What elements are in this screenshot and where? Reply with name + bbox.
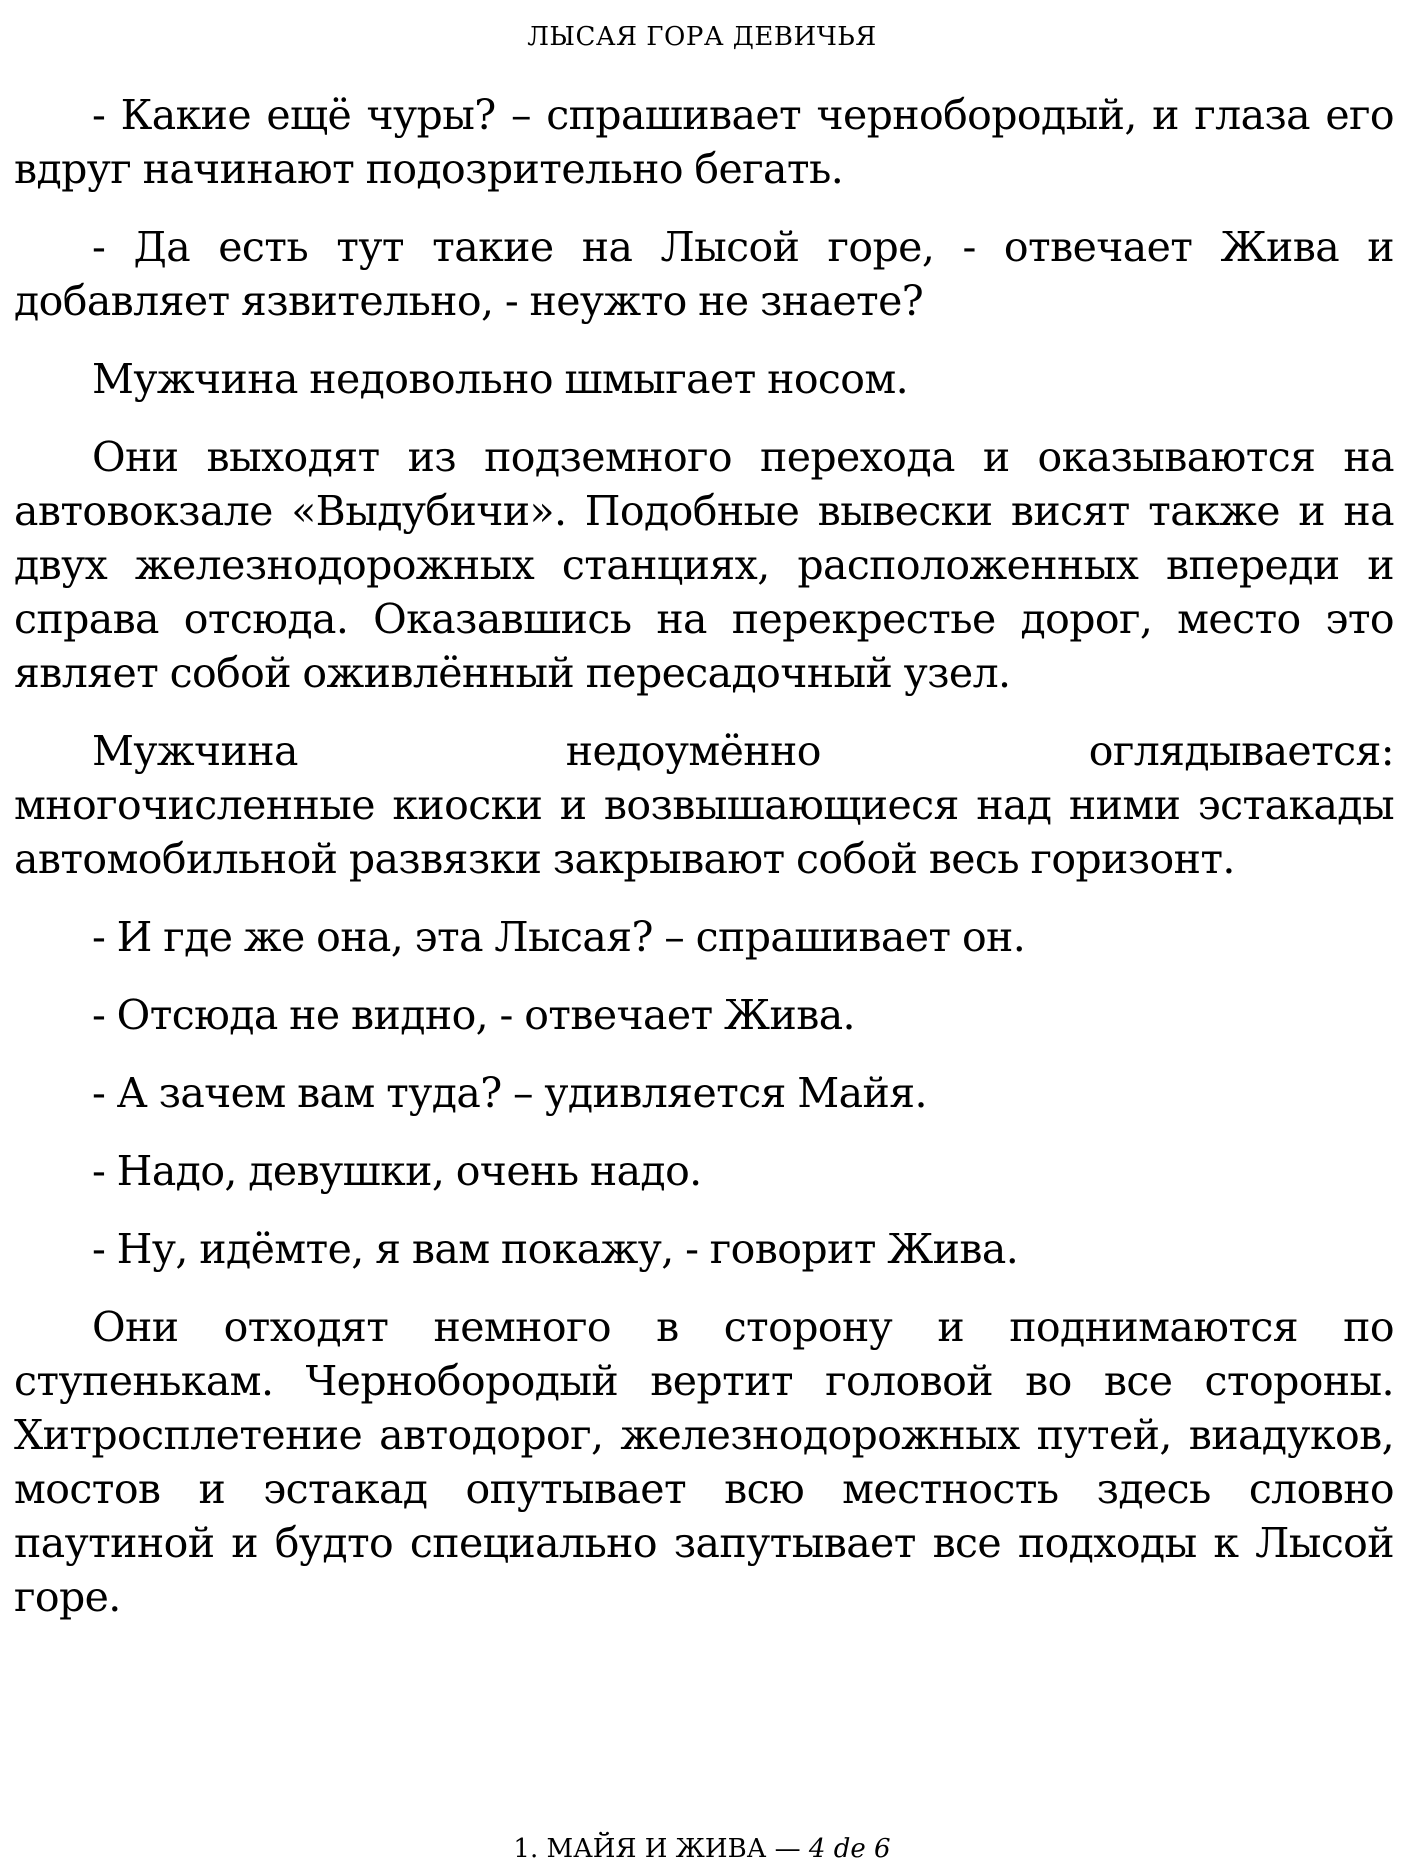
paragraph-1: - Какие ещё чуры? – спрашивает чернобородый, и глаза его вдруг начинают подозрительно бегать.	[14, 91, 1394, 193]
paragraph-10: - Ну, идёмте, я вам покажу, - говорит Жива.	[92, 1225, 1019, 1273]
paragraph-3: Мужчина недовольно шмыгает носом.	[92, 355, 909, 403]
paragraph-8: - А зачем вам туда? – удивляется Майя.	[92, 1069, 927, 1117]
running-header: ЛЫСАЯ ГОРА ДЕВИЧЬЯ	[527, 22, 877, 52]
running-footer	[0, 1834, 1404, 1864]
paragraph-5-rest: многочисленные киоски и возвышающиеся над ними эстакады автомобильной развязки закрывают собой весь горизонт.	[14, 781, 1394, 883]
paragraph-4: Они выходят из подземного перехода и оказываются на автовокзале «Выдубичи». Подобные вывески висят также и на двух железнодорожных станциях, расположенных впереди и справа отсюда. Оказавшись на перекрестье дорог, место это являет собой оживлённый пересадочный узел.	[14, 433, 1394, 697]
paragraph-9: - Надо, девушки, очень надо.	[92, 1147, 702, 1195]
paragraph-6: - И где же она, эта Лысая? – спрашивает он.	[92, 913, 1026, 961]
footer-chapter: 1. МАЙЯ И ЖИВА —	[513, 1834, 801, 1864]
paragraph-5-first-line	[14, 724, 1394, 778]
paragraph-2: - Да есть тут такие на Лысой горе, - отвечает Жива и добавляет язвительно, - неужто не знаете?	[14, 223, 1394, 325]
page-body	[14, 88, 1394, 1648]
paragraph-5-line-1: Мужчина недоумённо оглядывается:	[92, 727, 1394, 775]
paragraph-7: - Отсюда не видно, - отвечает Жива.	[92, 991, 855, 1039]
paragraph-11: Они отходят немного в сторону и поднимаются по ступенькам. Чернобородый вертит головой во все стороны. Хитросплетение автодорог, железнодорожных путей, виадуков, мостов и эстакад опутывает всю местность здесь словно паутиной и будто специально запутывает все подходы к Лысой горе.	[14, 1303, 1394, 1621]
page-indicator: 4 de 6	[808, 1834, 891, 1864]
